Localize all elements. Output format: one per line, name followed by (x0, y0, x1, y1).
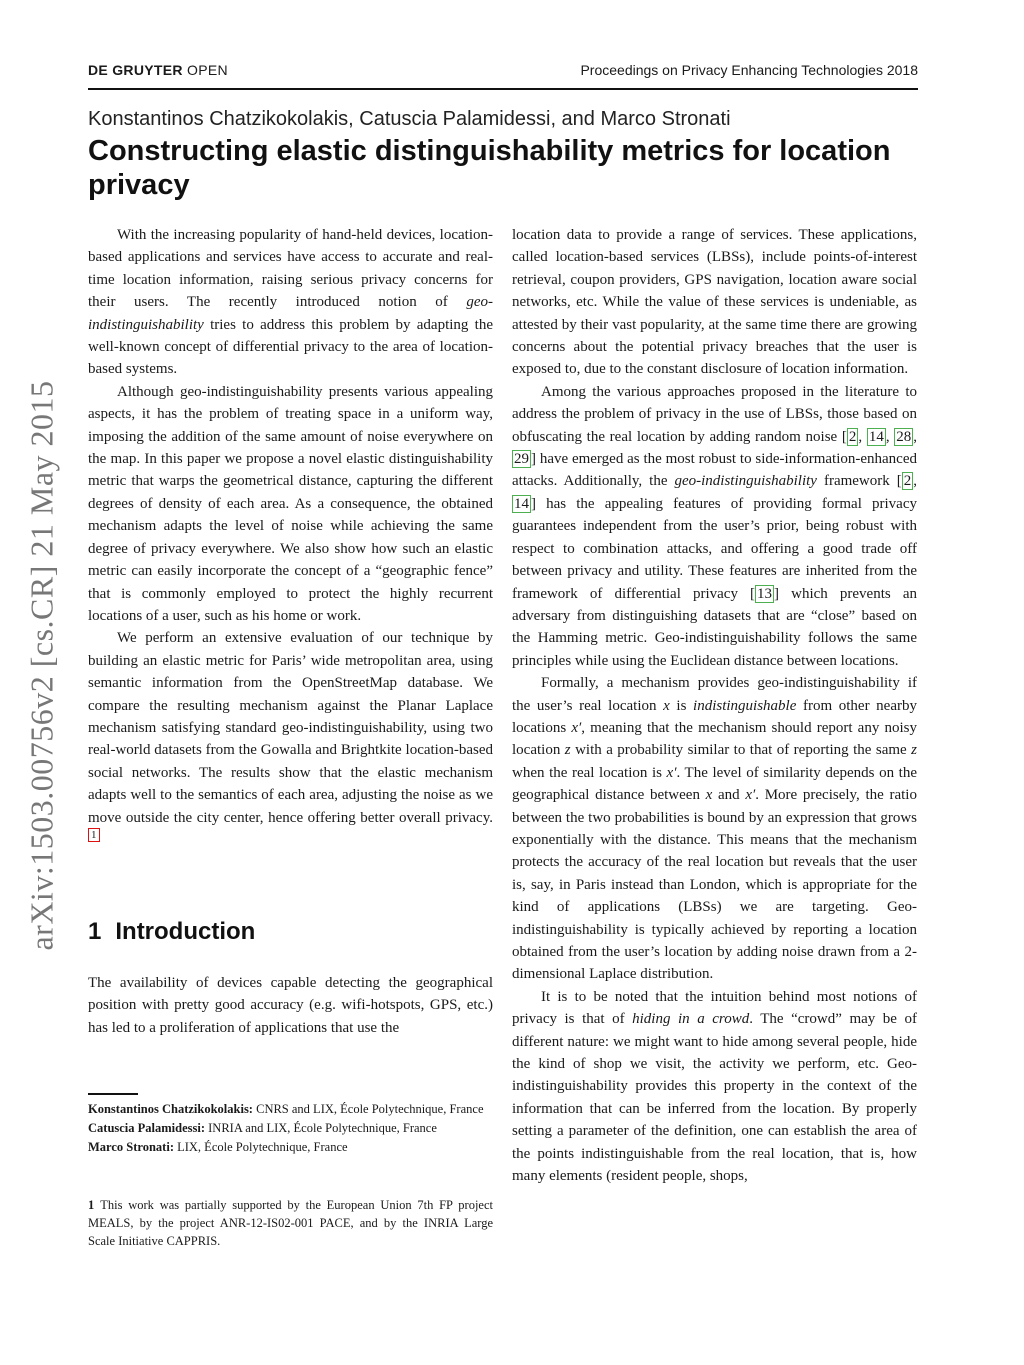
abstract (88, 224, 493, 851)
footnote-text: This work was partially supported by the European Union 7th FP project MEALS, by the project ANR-12-IS02-001 PACE, and by the INRIA Large Scale Initiative CAPPRIS. (88, 1198, 493, 1248)
arxiv-stamp (12, 358, 72, 973)
affiliation (88, 1138, 493, 1157)
intro-paragraph-2: location data to provide a range of services. These applications, called location-based services (LBSs), include points-of-interest retrieval, coupon providers, GPS navigation, location aware social networks, etc. While the value of these services is undeniable, as attested by their vast popularity, at the same time there are growing concerns about the potential privacy breaches that the user is exposed to, due to the constant disclosure of location information. (512, 227, 917, 378)
intro-paragraph-3: Among the various approaches proposed in the literature to address the problem of privacy in the use of LBSs, those based on obfuscating the real location by adding random noise [ 2 , 14 , 28 , 29 ] have emerged as the most robust to side-information-enhanced attacks. Additionally, the geo-indistinguishability framework [ 2 , 14 ] has the appealing features of providing formal privacy guarantees independent from the user’s prior, being robust with respect to combination attacks, and offering a good trade off between privacy and utility. These features are inherited from the framework of differential privacy [ 13 ] which prevents an adversary from distinguishing datasets that are “close” based on the Hamming metric. Geo-indistinguishability follows the same principles while using the Euclidean distance between locations. (512, 383, 917, 669)
footnote-rule (88, 1093, 138, 1095)
text-run: and (712, 787, 746, 804)
citation-link[interactable]: 29 (514, 451, 529, 468)
arxiv-stamp-text: arXiv:1503.00756v2 [cs.CR] 21 May 2015 (23, 380, 60, 951)
text-run: Among the various approaches proposed in the literature to address the problem of privacy in the use of LBSs, those based on obfuscating the real location by adding random noise [ (512, 383, 917, 445)
affiliations (88, 1100, 493, 1157)
section-title: Introduction (115, 918, 256, 945)
publisher-name (88, 62, 228, 78)
math-var: x (663, 697, 670, 714)
intro-paragraph-5 (512, 986, 917, 1188)
intro-paragraph-4 (512, 672, 917, 986)
affiliation-text: CNRS and LIX, École Polytechnique, France (252, 1102, 484, 1116)
publisher-rest: OPEN (187, 62, 228, 78)
affiliation (88, 1100, 493, 1119)
math-var: z (911, 742, 918, 759)
intro-left-text (88, 972, 493, 1039)
text-run: Formally, a mechanism provides geo-indistinguishability if the user’s real location (512, 675, 917, 714)
abstract-paragraph-3 (88, 627, 493, 851)
text-run: ] have emerged as the most robust to side-information-enhanced attacks. Additionally, the (512, 451, 917, 490)
paper-title: Constructing elastic distinguishability metrics for location privacy (88, 135, 891, 201)
footnote-link[interactable]: 1 (88, 828, 100, 842)
affiliation-text: INRIA and LIX, École Polytechnique, France (205, 1121, 437, 1135)
text-run: when the real location is (512, 764, 667, 781)
citation-link[interactable]: 14 (514, 495, 529, 512)
text-run: tries to address this problem by adapting the well-known concept of differential privacy to the area of location-based systems. (88, 316, 493, 378)
footnote-mark: 1 (88, 1198, 95, 1212)
page-header (88, 62, 918, 90)
math-var: x (705, 787, 713, 804)
right-column (512, 224, 917, 1187)
text-run: . More precisely, the ratio between the two probabilities is bound by an expression that grows exponentially with the distance. This means that the mechanism protects the accuracy of the real location but reveals that the user is, say, in Paris instead than London, which is appropriate for the kind of applications (LBSs) we are targeting. Geo-indistinguishability is typically achieved by reporting a location obtained from the user’s location by adding noise drawn from a 2-dimensional Laplace distribution. (512, 787, 917, 983)
intro-paragraph-1: The availability of devices capable detecting the geographical position with pretty good accuracy (e.g. wifi-hotspots, GPS, etc.) has led to a proliferation of applications that use the (88, 975, 493, 1036)
affiliation-name: Catuscia Palamidessi: (88, 1121, 206, 1135)
math-var: z (564, 742, 571, 759)
citation-link[interactable]: 13 (757, 585, 773, 602)
text-run: from other nearby locations (512, 697, 917, 736)
emphasis: geo-indistinguishability (88, 294, 493, 333)
math-var: x′ (666, 764, 677, 781)
text-run: It is to be noted that the intuition behind most notions of privacy is that of (512, 988, 917, 1028)
footnote (88, 1196, 493, 1250)
text-run: framework [ (816, 473, 902, 490)
citation-link[interactable]: 14 (868, 428, 884, 445)
section-heading (88, 918, 255, 946)
emphasis: geo-indistinguishability (674, 473, 817, 490)
text-run: ] which prevents an adversary from distinguishing datasets that are “close” based on the Hamming metric. Geo-indistinguishability follows the same principles while using the Euclidean distance between locations. (512, 585, 917, 669)
math-var: x′ (571, 719, 582, 736)
text-run: is (669, 697, 694, 714)
author-list: Konstantinos Chatzikokolakis, Catuscia Palamidessi, and Marco Stronati (88, 108, 731, 130)
affiliation-name: Konstantinos Chatzikokolakis: (88, 1102, 253, 1116)
affiliation (88, 1119, 493, 1138)
publisher-bold: DE GRUYTER (88, 62, 183, 78)
text-run: With the increasing popularity of hand-held devices, location-based applications and services have access to accurate and real-time location information, raising serious privacy concerns for their users. The recently introduced notion of (88, 227, 493, 311)
abstract-paragraph-2: Although geo-indistinguishability presents various appealing aspects, it has the problem of treating space in a uniform way, imposing the addition of the same amount of noise everywhere on the map. In this paper we propose a novel elastic distinguishability metric that warps the geometrical distance, capturing the different degrees of density of each area. As a consequence, the obtained mechanism adapts the level of noise while achieving the same degree of privacy everywhere. We also show how such an elastic metric can easily incorporate the concept of a “geographic fence” that is commonly employed to protect the highly recurrent locations of a user, such as his home or work. (88, 383, 493, 624)
citation-link[interactable]: 2 (903, 473, 912, 490)
emphasis: indistinguishable (693, 697, 797, 714)
abstract-paragraph-1 (88, 224, 493, 381)
section-number: 1 (88, 918, 102, 945)
text-run: . The level of similarity depends on the geographical distance between (512, 764, 918, 804)
text-run: ] has the appealing features of providing formal privacy guarantees independent from the user’s prior, being robust with respect to combination attacks, and offering a good trade off between privacy and utility. These features are inherited from the framework of differential privacy [ (512, 495, 917, 602)
affiliation-name: Marco Stronati: (88, 1140, 174, 1154)
citation-link[interactable]: 28 (896, 428, 912, 445)
citation-link[interactable]: 2 (848, 428, 857, 445)
text-run: We perform an extensive evaluation of our technique by building an elastic metric for Paris’ wide metropolitan area, using semantic information from the OpenStreetMap database. We compare the resulting mechanism against the Planar Laplace mechanism satisfying standard geo-indistinguishability, using two real-world datasets from the Gowalla and Brightkite location-based social networks. The results show that the elastic mechanism adapts well to the semantics of each area, adjusting the noise as we move outside the city center, hence offering better overall privacy. (88, 630, 493, 826)
text-run: with a probability similar to that of reporting the same (570, 742, 912, 759)
emphasis: hiding in a crowd (632, 1011, 750, 1028)
text-run: . The “crowd” may be of different nature: we might want to hide among several people, hide the kind of shop we visit, the activity we perform, etc. Geo-indistinguishability provides this property in the context of the information that can be inferred from the location. By properly setting a parameter of the definition, one can establish the area of the points indistinguishable from the real location, that is, how many elements (resident people, shops, (512, 1011, 917, 1185)
affiliation-text: LIX, École Polytechnique, France (173, 1140, 348, 1154)
proceedings-name: Proceedings on Privacy Enhancing Technologies 2018 (580, 62, 918, 78)
math-var: x′ (745, 787, 756, 804)
text-run: , meaning that the mechanism should report any noisy location (512, 719, 918, 759)
